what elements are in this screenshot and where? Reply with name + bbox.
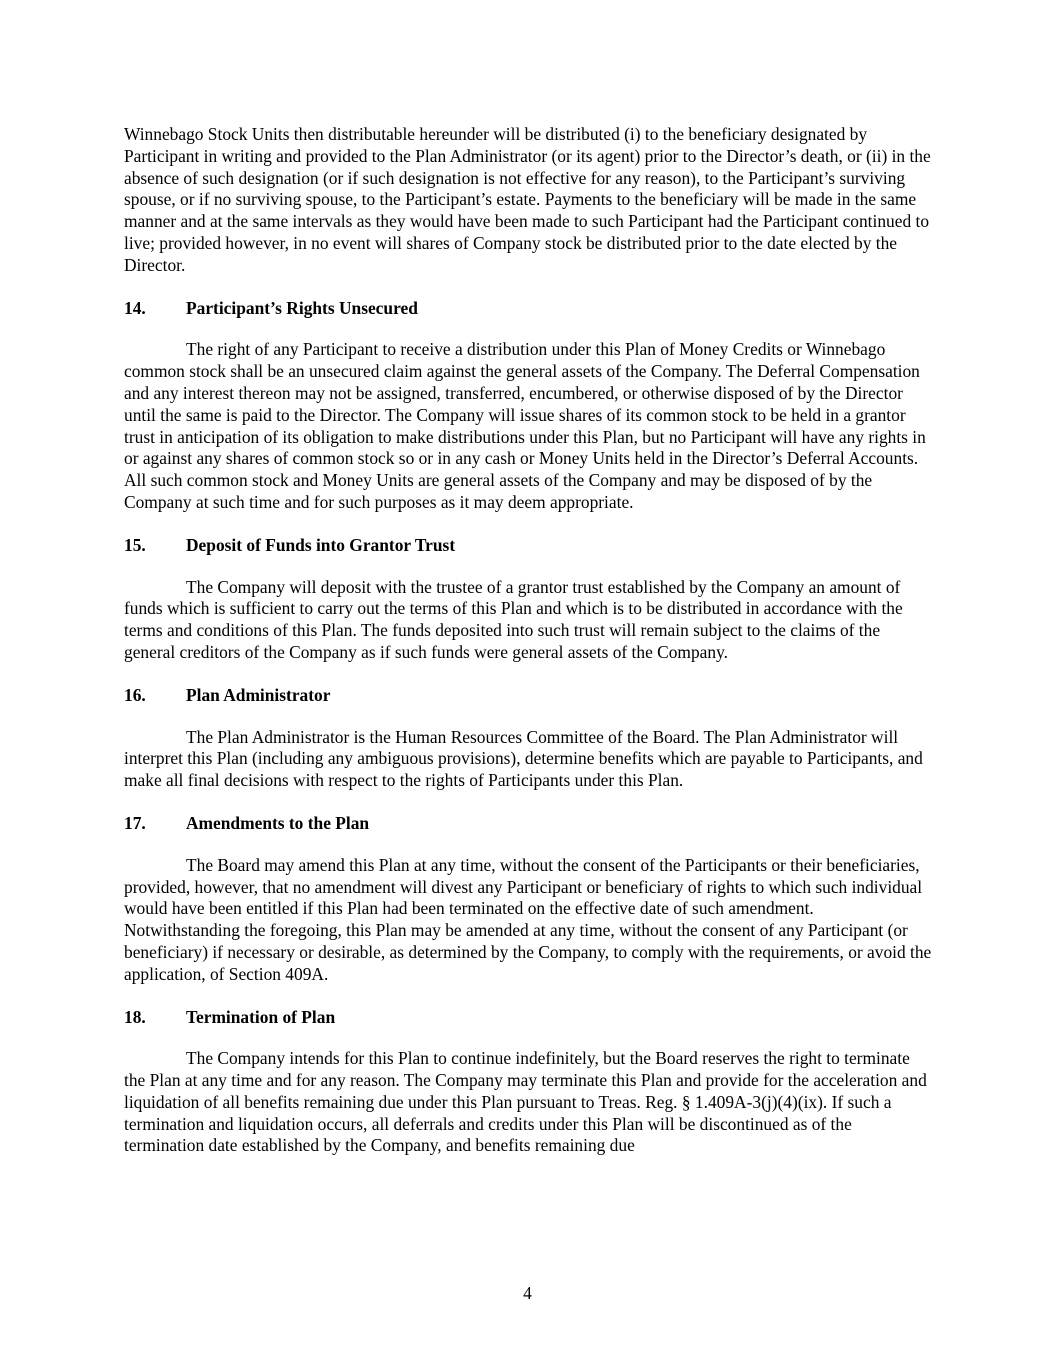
section-15-heading	[124, 535, 934, 557]
document-page	[124, 124, 934, 1157]
intro-paragraph: Winnebago Stock Units then distributable hereunder will be distributed (i) to the beneficiary designated by Participant in writing and provided to the Plan Administrator (or its agent) prior to the Director’s death, or (ii) in the absence of such designation (or if such designation is not effective for any reason), to the Participant’s surviving spouse, or if no surviving spouse, to the Participant’s estate. Payments to the beneficiary will be made in the same manner and at the same intervals as they would have been made to such Participant had the Participant continued to live; provided however, in no event will shares of Company stock be distributed prior to the date elected by the Director.	[124, 124, 931, 275]
section-title: Amendments to the Plan	[186, 812, 370, 833]
section-14-body: The right of any Participant to receive a distribution under this Plan of Money Credits or Winnebago common stock shall be an unsecured claim against the general assets of the Company. The Deferral Compensation and any interest thereon may not be assigned, transferred, encumbered, or otherwise disposed of by the Director until the same is paid to the Director. The Company will issue shares of its common stock to be held in a grantor trust in anticipation of its obligation to make distributions under this Plan, but no Participant will have any rights in or against any shares of common stock so or in any cash or Money Units held in the Director’s Deferral Accounts. All such common stock and Money Units are general assets of the Company and may be disposed of by the Company at such time and for such purposes as it may deem appropriate.	[124, 339, 926, 512]
section-17-body: The Board may amend this Plan at any time, without the consent of the Participants or their beneficiaries, provided, however, that no amendment will divest any Participant or beneficiary of rights to which such individual would have been entitled if this Plan had been terminated on the effective date of such amendment. Notwithstanding the foregoing, this Plan may be amended at any time, without the consent of any Participant (or beneficiary) if necessary or desirable, as determined by the Company, to comply with the requirements, or avoid the application, of Section 409A.	[124, 854, 932, 984]
section-15-body: The Company will deposit with the trustee of a grantor trust established by the Company an amount of funds which is sufficient to carry out the terms of this Plan and which is to be distributed in accordance with the terms and conditions of this Plan. The funds deposited into such trust will remain subject to the claims of the general creditors of the Company as if such funds were general assets of the Company.	[124, 576, 903, 662]
section-number: 14.	[124, 297, 146, 318]
section-16-body: The Plan Administrator is the Human Resources Committee of the Board. The Plan Administrator will interpret this Plan (including any ambiguous provisions), determine benefits which are payable to Participants, and make all final decisions with respect to the rights of Participants under this Plan.	[124, 726, 923, 791]
section-16-heading	[124, 685, 934, 707]
section-title: Participant’s Rights Unsecured	[186, 297, 418, 318]
section-number: 17.	[124, 812, 146, 833]
page-number: 4	[523, 1283, 532, 1303]
section-title: Termination of Plan	[186, 1006, 336, 1027]
section-18-heading	[124, 1007, 934, 1029]
section-number: 18.	[124, 1006, 146, 1027]
section-17-heading	[124, 813, 934, 835]
section-14-heading	[124, 298, 934, 320]
section-title: Deposit of Funds into Grantor Trust	[186, 534, 456, 555]
section-number: 15.	[124, 534, 146, 555]
section-18-body: The Company intends for this Plan to continue indefinitely, but the Board reserves the right to terminate the Plan at any time and for any reason. The Company may terminate this Plan and provide for the acceleration and liquidation of all benefits remaining due under this Plan pursuant to Treas. Reg. § 1.409A-3(j)(4)(ix). If such a termination and liquidation occurs, all deferrals and credits under this Plan will be discontinued as of the termination date established by the Company, and benefits remaining due	[124, 1048, 927, 1156]
section-title: Plan Administrator	[186, 684, 331, 705]
section-number: 16.	[124, 684, 146, 705]
